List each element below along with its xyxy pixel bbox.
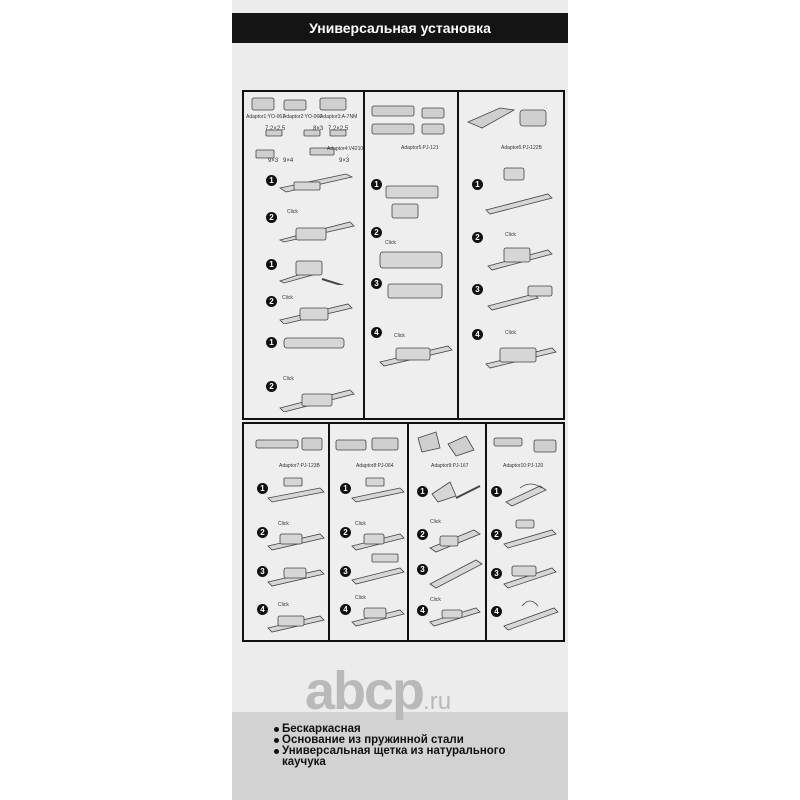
- click-label: Click: [385, 240, 396, 246]
- click-label: Click: [287, 209, 298, 215]
- step-illustration: [482, 166, 556, 218]
- step-illustration: [500, 592, 560, 632]
- step-illustration: [426, 600, 484, 628]
- step-4: 4: [340, 604, 351, 615]
- step-illustration: [376, 246, 452, 274]
- step-illustration: [280, 334, 356, 356]
- adaptor3-label: Adaptor3:A-7NM: [320, 114, 358, 120]
- step-4: 4: [371, 327, 382, 338]
- feature-text: Основание из пружинной стали: [282, 734, 464, 746]
- click-label: Click: [355, 521, 366, 527]
- size-label-3: 7.2×2.5: [328, 126, 349, 132]
- step-illustration: [266, 562, 326, 588]
- step-illustration: [384, 280, 452, 310]
- click-label: Click: [282, 295, 293, 301]
- size-label-2: 8×3: [313, 126, 324, 132]
- click-label: Click: [430, 519, 441, 525]
- bottom-divider-3: [485, 422, 487, 642]
- click-label: Click: [394, 333, 405, 339]
- click-label: Click: [505, 330, 516, 336]
- adaptor8-label: Adaptor8:PJ-064: [356, 463, 394, 469]
- step-2: 2: [472, 232, 483, 243]
- adaptor5-label: Adaptor5:PJ-121: [401, 145, 439, 151]
- step-4: 4: [472, 329, 483, 340]
- step-1: 1: [491, 486, 502, 497]
- header-title: Универсальная установка: [309, 20, 491, 36]
- click-label: Click: [278, 602, 289, 608]
- step-illustration: [482, 336, 558, 370]
- bottom-divider-2: [407, 422, 409, 642]
- step-3: 3: [417, 564, 428, 575]
- size-label-6: 9×3: [339, 158, 350, 164]
- step-4: 4: [491, 606, 502, 617]
- step-illustration: [484, 238, 556, 272]
- step-illustration: [266, 476, 326, 504]
- step-2: 2: [491, 529, 502, 540]
- step-4: 4: [257, 604, 268, 615]
- step-illustration: [350, 552, 406, 586]
- adaptor7-label: Adaptor7:PJ-123B: [279, 463, 320, 469]
- step-1: 1: [371, 179, 382, 190]
- step-illustration: [276, 294, 356, 324]
- bullet-icon: [274, 727, 279, 732]
- step-illustration: [350, 526, 406, 552]
- step-illustration: [426, 556, 484, 590]
- bullet-icon: [274, 738, 279, 743]
- click-label: Click: [430, 597, 441, 603]
- step-illustration: [426, 476, 484, 506]
- step-3: 3: [257, 566, 268, 577]
- abcp-watermark: [305, 661, 452, 721]
- adaptor5-illustration: [368, 96, 454, 140]
- adaptor9-label: Adaptor9:PJ-167: [431, 463, 469, 469]
- step-3: 3: [491, 568, 502, 579]
- step-illustration: [500, 556, 560, 590]
- step-illustration: [484, 280, 556, 312]
- bullet-icon: [274, 749, 279, 754]
- step-2: 2: [257, 527, 268, 538]
- step-2: 2: [266, 381, 277, 392]
- click-label: Click: [355, 595, 366, 601]
- adaptor7-illustration: [252, 432, 326, 458]
- step-illustration: [266, 606, 326, 634]
- watermark-tld: .ru: [423, 688, 452, 715]
- adaptor9-illustration: [412, 428, 484, 460]
- step-2: 2: [266, 296, 277, 307]
- adaptor8-illustration: [332, 432, 404, 458]
- adaptor10-illustration: [490, 430, 562, 460]
- click-label: Click: [278, 521, 289, 527]
- step-1: 1: [266, 337, 277, 348]
- size-label-5: 9×4: [283, 158, 294, 164]
- adaptor10-label: Adaptor10:PJ-120: [503, 463, 544, 469]
- step-illustration: [276, 212, 356, 244]
- click-label: Click: [283, 376, 294, 382]
- adaptor2-label: Adaptor2:YO-066: [283, 114, 322, 120]
- top-divider-1: [363, 90, 365, 420]
- step-3: 3: [371, 278, 382, 289]
- step-4: 4: [417, 605, 428, 616]
- header-bar: [232, 13, 568, 43]
- step-illustration: [376, 182, 452, 222]
- step-illustration: [276, 255, 356, 285]
- step-illustration: [350, 476, 406, 504]
- step-illustration: [276, 378, 356, 412]
- step-illustration: [350, 600, 406, 628]
- step-illustration: [276, 168, 356, 196]
- adaptor1-label: Adaptor1:YO-061: [246, 114, 285, 120]
- step-1: 1: [472, 179, 483, 190]
- size-label-1: 7.2×2.5: [265, 126, 286, 132]
- bottom-divider-1: [328, 422, 330, 642]
- step-illustration: [266, 526, 326, 552]
- step-illustration: [426, 524, 484, 554]
- step-3: 3: [472, 284, 483, 295]
- size-label-4: 9×3: [268, 158, 279, 164]
- step-1: 1: [266, 175, 277, 186]
- step-1: 1: [340, 483, 351, 494]
- watermark-brand: abcp: [305, 661, 424, 721]
- click-label: Click: [505, 232, 516, 238]
- step-2: 2: [266, 212, 277, 223]
- adaptor6-label: Adaptor6:PJ-122B: [501, 145, 542, 151]
- step-illustration: [500, 478, 560, 508]
- step-2: 2: [371, 227, 382, 238]
- feature-text: Бескаркасная: [282, 723, 361, 735]
- step-2: 2: [417, 529, 428, 540]
- adaptor6-illustration: [464, 98, 560, 138]
- step-illustration: [500, 516, 560, 550]
- feature-text: каучука: [282, 756, 326, 768]
- step-1: 1: [417, 486, 428, 497]
- step-2: 2: [340, 527, 351, 538]
- adaptor4-label: Adaptor4:V4210: [327, 146, 364, 152]
- feature-item: [282, 757, 326, 768]
- step-1: 1: [257, 483, 268, 494]
- feature-text: Универсальная щетка из натурального: [282, 745, 506, 757]
- top-divider-2: [457, 90, 459, 420]
- step-1: 1: [266, 259, 277, 270]
- step-3: 3: [340, 566, 351, 577]
- step-illustration: [376, 336, 454, 368]
